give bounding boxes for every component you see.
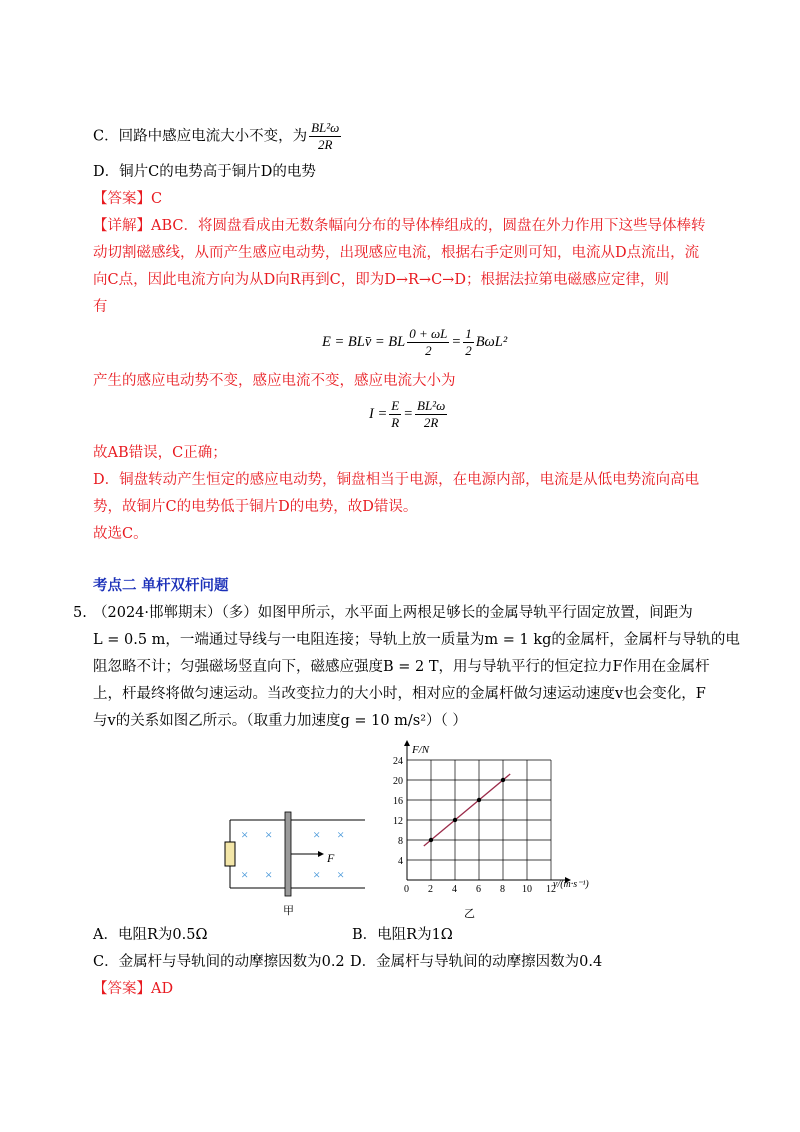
x-tick-label: 2: [428, 884, 433, 895]
question-5-line-3: 阻忽略不计；匀强磁场竖直向下，磁感应强度B = 2 T，用与导轨平行的恒定拉力F作用在金属杆: [93, 659, 710, 675]
figure-fv-graph: [360, 740, 620, 925]
section-title: 考点二 单杆双杆问题: [93, 577, 229, 594]
x-tick-label: 4: [452, 884, 457, 895]
x-tick-label: 0: [404, 884, 409, 895]
question-5-line-5: 与v的关系如图乙所示。（取重力加速度g = 10 m/s²）（ ）: [93, 713, 467, 729]
detail-line-2: 动切割磁感线，从而产生感应电动势，出现感应电流，根据右手定则可知，电流从D点流出，流: [93, 245, 700, 261]
x-tick-label: 12: [546, 884, 556, 895]
question-5-line-1: （2024·邯郸期末）（多）如图甲所示，水平面上两根足够长的金属导轨平行固定放置，间距为: [93, 605, 693, 621]
option-b: B．电阻R为1Ω: [352, 927, 453, 943]
detail-line-1: 【详解】ABC．将圆盘看成由无数条幅向分布的导体棒组成的，圆盘在外力作用下这些导体棒转: [93, 218, 706, 234]
detail-line-9: 故选C。: [93, 526, 148, 542]
equation-current: I = $\frac{E}{R}$ = $\frac{\text{BL²ω}}{2R}$: [369, 398, 446, 430]
data-point: [477, 798, 481, 802]
option-c-prev-fraction: $\frac{\text{BL²ω}}{2R}$: [311, 120, 340, 152]
figure-rail-diagram: [215, 810, 375, 920]
y-tick-label: 16: [393, 796, 403, 807]
option-d-prev: D．铜片C的电势高于铜片D的电势: [93, 164, 316, 180]
data-point: [453, 818, 457, 822]
field-mark: ×: [337, 867, 345, 882]
x-tick-label: 6: [476, 884, 481, 895]
equation-emf: E = BLv̄ = BL $\frac{0 + \omega L}{2}$ = $\frac{1}{2}$ BωL²: [322, 326, 508, 358]
option-c-prev: [93, 120, 343, 153]
figure-caption-right: 乙: [464, 908, 475, 920]
y-axis-arrow: [404, 740, 410, 746]
detail-line-3: 向C点，因此电流方向为从D向R再到C，即为D→R→C→D；根据法拉第电磁感应定律，则: [93, 272, 669, 288]
question-5-line-4: 上，杆最终将做匀速运动。当改变拉力的大小时，相对应的金属杆做匀速运动速度v也会变化，F: [93, 686, 706, 702]
option-c: C．金属杆与导轨间的动摩擦因数为0.2: [93, 954, 345, 970]
field-mark: ×: [265, 827, 273, 842]
detail-line-4: 有: [93, 299, 108, 315]
answer-2: 【答案】AD: [93, 981, 174, 997]
detail-line-8: 势，故铜片C的电势低于铜片D的电势，故D错误。: [93, 499, 418, 515]
field-mark: ×: [313, 867, 321, 882]
y-axis-label: F/N: [412, 744, 430, 756]
y-tick-label: 4: [398, 856, 403, 867]
question-5-number: 5.: [73, 605, 87, 621]
x-tick-label: 10: [522, 884, 532, 895]
answer-1: 【答案】C: [93, 191, 163, 207]
data-point: [501, 778, 505, 782]
field-mark: ×: [241, 827, 249, 842]
option-c-prev-text: C．回路中感应电流大小不变，为: [93, 128, 308, 145]
metal-rod: [285, 812, 291, 896]
figure-caption-left: 甲: [283, 905, 294, 917]
data-point: [429, 838, 433, 842]
x-tick-label: 8: [500, 884, 505, 895]
detail-line-6: 故AB错误，C正确；: [93, 445, 227, 461]
field-mark: ×: [265, 867, 273, 882]
x-axis-label: v/(m·s⁻¹): [553, 879, 589, 890]
y-tick-label: 20: [393, 776, 403, 787]
option-d: D．金属杆与导轨间的动摩擦因数为0.4: [350, 954, 603, 970]
field-mark: ×: [241, 867, 249, 882]
resistor: [225, 842, 235, 866]
y-tick-label: 12: [393, 816, 403, 827]
force-label: F: [327, 851, 335, 865]
field-mark: ×: [337, 827, 345, 842]
question-5-line-2: L = 0.5 m，一端通过导线与一电阻连接；导轨上放一质量为m = 1 kg的金属杆，金属杆与导轨的电: [93, 632, 740, 648]
field-mark: ×: [313, 827, 321, 842]
y-tick-label: 8: [398, 836, 403, 847]
detail-line-7: D．铜盘转动产生恒定的感应电动势，铜盘相当于电源，在电源内部，电流是从低电势流向高电: [93, 472, 700, 488]
option-a: A．电阻R为0.5Ω: [93, 927, 208, 943]
series-line: [424, 774, 510, 846]
detail-line-5: 产生的感应电动势不变，感应电流不变，感应电流大小为: [93, 373, 456, 389]
y-tick-label: 24: [393, 756, 403, 767]
